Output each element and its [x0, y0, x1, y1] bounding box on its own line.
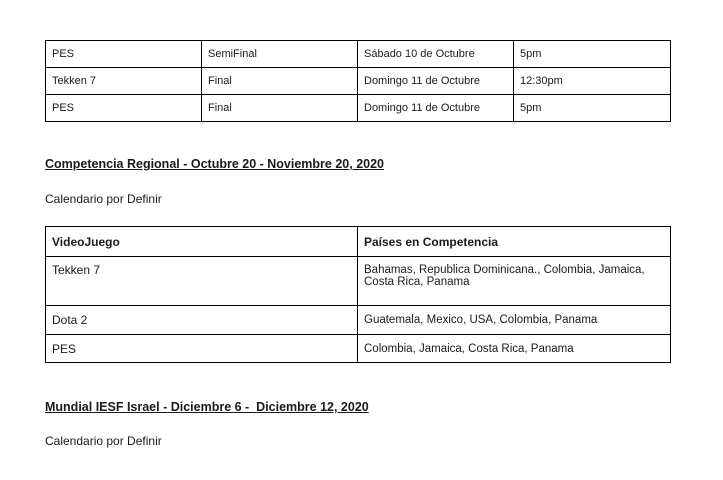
table-row [46, 257, 671, 306]
regional-heading: Competencia Regional - Octubre 20 - Noviembre 20, 2020 [45, 157, 385, 171]
table-header-row [46, 227, 671, 257]
stage-cell: Final [202, 95, 358, 122]
time-cell: 5pm [514, 95, 671, 122]
column-header-videogame: VideoJuego [46, 227, 358, 257]
countries-cell: Colombia, Jamaica, Costa Rica, Panama [358, 335, 671, 363]
game-cell: Dota 2 [46, 306, 358, 335]
game-cell: Tekken 7 [46, 257, 358, 306]
date-cell: Sábado 10 de Octubre [358, 41, 514, 68]
mundial-calendar-text: Calendario por Definir [45, 434, 162, 448]
stage-cell: Final [202, 68, 358, 95]
game-cell: PES [46, 41, 202, 68]
time-cell: 12:30pm [514, 68, 671, 95]
table-row [46, 41, 671, 68]
time-cell: 5pm [514, 41, 671, 68]
table-row [46, 68, 671, 95]
mundial-heading: Mundial IESF Israel - Diciembre 6 - Diciembre 12, 2020 [45, 400, 369, 414]
game-cell: PES [46, 95, 202, 122]
game-cell: Tekken 7 [46, 68, 202, 95]
column-header-countries: Países en Competencia [358, 227, 671, 257]
table-row [46, 335, 671, 363]
game-cell: PES [46, 335, 358, 363]
stage-cell: SemiFinal [202, 41, 358, 68]
table-row [46, 306, 671, 335]
countries-cell: Bahamas, Republica Dominicana., Colombia, Jamaica, Costa Rica, Panama [358, 257, 671, 306]
table-row [46, 95, 671, 122]
date-cell: Domingo 11 de Octubre [358, 68, 514, 95]
document-body [45, 40, 670, 448]
regional-countries-table [45, 226, 671, 363]
countries-cell: Guatemala, Mexico, USA, Colombia, Panama [358, 306, 671, 335]
regional-calendar-text: Calendario por Definir [45, 192, 162, 206]
date-cell: Domingo 11 de Octubre [358, 95, 514, 122]
schedule-table [45, 40, 671, 122]
